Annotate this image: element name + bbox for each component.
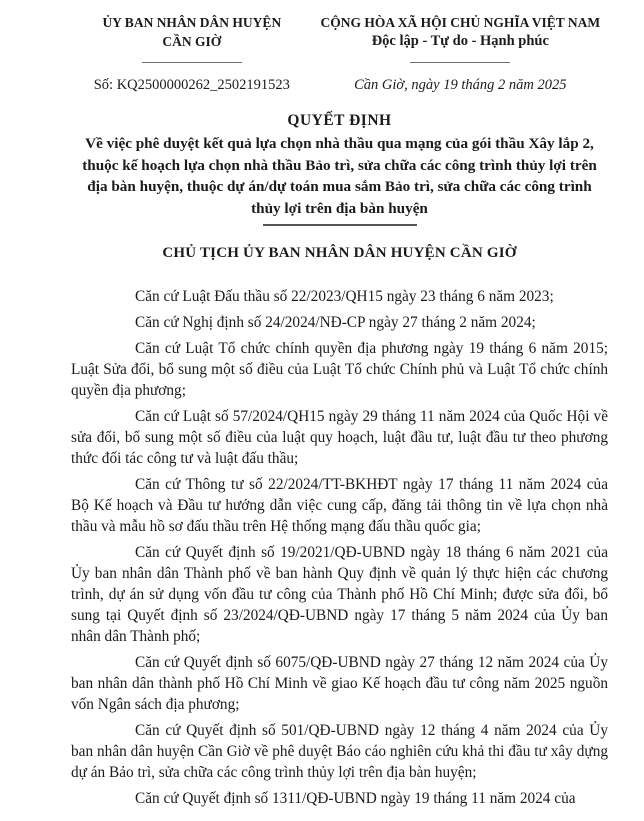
- document-body: [71, 286, 608, 809]
- national-motto: Độc lập - Tự do - Hạnh phúc: [371, 33, 549, 49]
- national-title: CỘNG HÒA XÃ HỘI CHỦ NGHĨA VIỆT NAM: [320, 15, 601, 30]
- body-paragraph: Căn cứ Quyết định số 1311/QĐ-UBND ngày 19 tháng 11 năm 2024 của: [135, 790, 576, 807]
- body-paragraph: Căn cứ Luật số 57/2024/QH15 ngày 29 tháng 11 năm 2024 của Quốc Hội về sửa đổi, bổ sung một số điều của luật quy hoạch, luật đầu tư, luật đầu tư theo phương thức đối tác công tư và luật đấu thầu;: [71, 408, 608, 467]
- decision-subject: Về việc phê duyệt kết quả lựa chọn nhà thầu qua mạng của gói thầu Xây lắp 2, thuộc kế hoạch lựa chọn nhà thầu Bảo trì, sửa chữa các công trình thủy lợi trên địa bàn huyện, thuộc dự án/dự toán mua sắm Bảo trì, sửa chữa các công trình thủy lợi trên địa bàn huyện: [82, 135, 597, 217]
- decision-heading: QUYẾT ĐỊNH: [287, 112, 392, 129]
- body-paragraph: Căn cứ Thông tư số 22/2024/TT-BKHĐT ngày 17 tháng 11 năm 2024 của Bộ Kế hoạch và Đầu tư hướng dẫn việc cung cấp, đăng tải thông tin về lựa chọn nhà thầu và mẫu hồ sơ đấu thầu trên Hệ thống mạng đấu thầu quốc gia;: [71, 476, 608, 535]
- body-paragraph: Căn cứ Quyết định số 19/2021/QĐ-UBND ngày 18 tháng 6 năm 2021 của Ủy ban nhân dân Thành phố về ban hành Quy định về quản lý thực hiện các chương trình, dự án sử dụng vốn đầu tư công của Thành phố Hồ Chí Minh; được sửa đổi, bổ sung tại Quyết định số 23/2024/QĐ-UBND ngày 17 tháng 5 năm 2024 của Ủy ban nhân dân Thành phố;: [71, 544, 608, 645]
- place-and-date: Cần Giờ, ngày 19 tháng 2 năm 2025: [354, 77, 567, 93]
- document-header: [71, 13, 608, 95]
- authority-title: CHỦ TỊCH ỦY BAN NHÂN DÂN HUYỆN CẦN GIỜ: [162, 245, 517, 261]
- motto-underline-rule: [410, 62, 510, 63]
- body-paragraph: Căn cứ Luật Đấu thầu số 22/2023/QH15 ngày 23 tháng 6 năm 2023;: [135, 288, 554, 305]
- issuing-agency-locality: CẦN GIỜ: [162, 34, 222, 49]
- national-motto-block: [313, 13, 608, 95]
- document-number: Số: KQ2500000262_2502191523: [93, 77, 290, 93]
- issuing-agency-block: [71, 13, 313, 95]
- body-paragraph: Căn cứ Nghị định số 24/2024/NĐ-CP ngày 27 tháng 2 năm 2024;: [135, 314, 536, 331]
- agency-underline-rule: [142, 62, 242, 63]
- issuing-agency-name: ỦY BAN NHÂN DÂN HUYỆN: [102, 15, 282, 30]
- body-paragraph: Căn cứ Luật Tổ chức chính quyền địa phương ngày 19 tháng 6 năm 2015; Luật Sửa đổi, bổ sung một số điều của Luật Tổ chức Chính phủ và Luật Tổ chức chính quyền địa phương;: [71, 340, 608, 399]
- title-block: [71, 110, 608, 264]
- body-paragraph: Căn cứ Quyết định số 501/QĐ-UBND ngày 12 tháng 4 năm 2024 của Ủy ban nhân dân huyện Cần Giờ về phê duyệt Báo cáo nghiên cứu khả thi đầu tư xây dựng dự án Bảo trì, sửa chữa các công trình thủy lợi trên địa bàn huyện;: [71, 722, 608, 781]
- subject-divider-rule: [263, 224, 417, 226]
- body-paragraph: Căn cứ Quyết định số 6075/QĐ-UBND ngày 27 tháng 12 năm 2024 của Ủy ban nhân dân thành phố Hồ Chí Minh về giao Kế hoạch đầu tư công năm 2025 nguồn vốn Ngân sách địa phương;: [71, 654, 608, 713]
